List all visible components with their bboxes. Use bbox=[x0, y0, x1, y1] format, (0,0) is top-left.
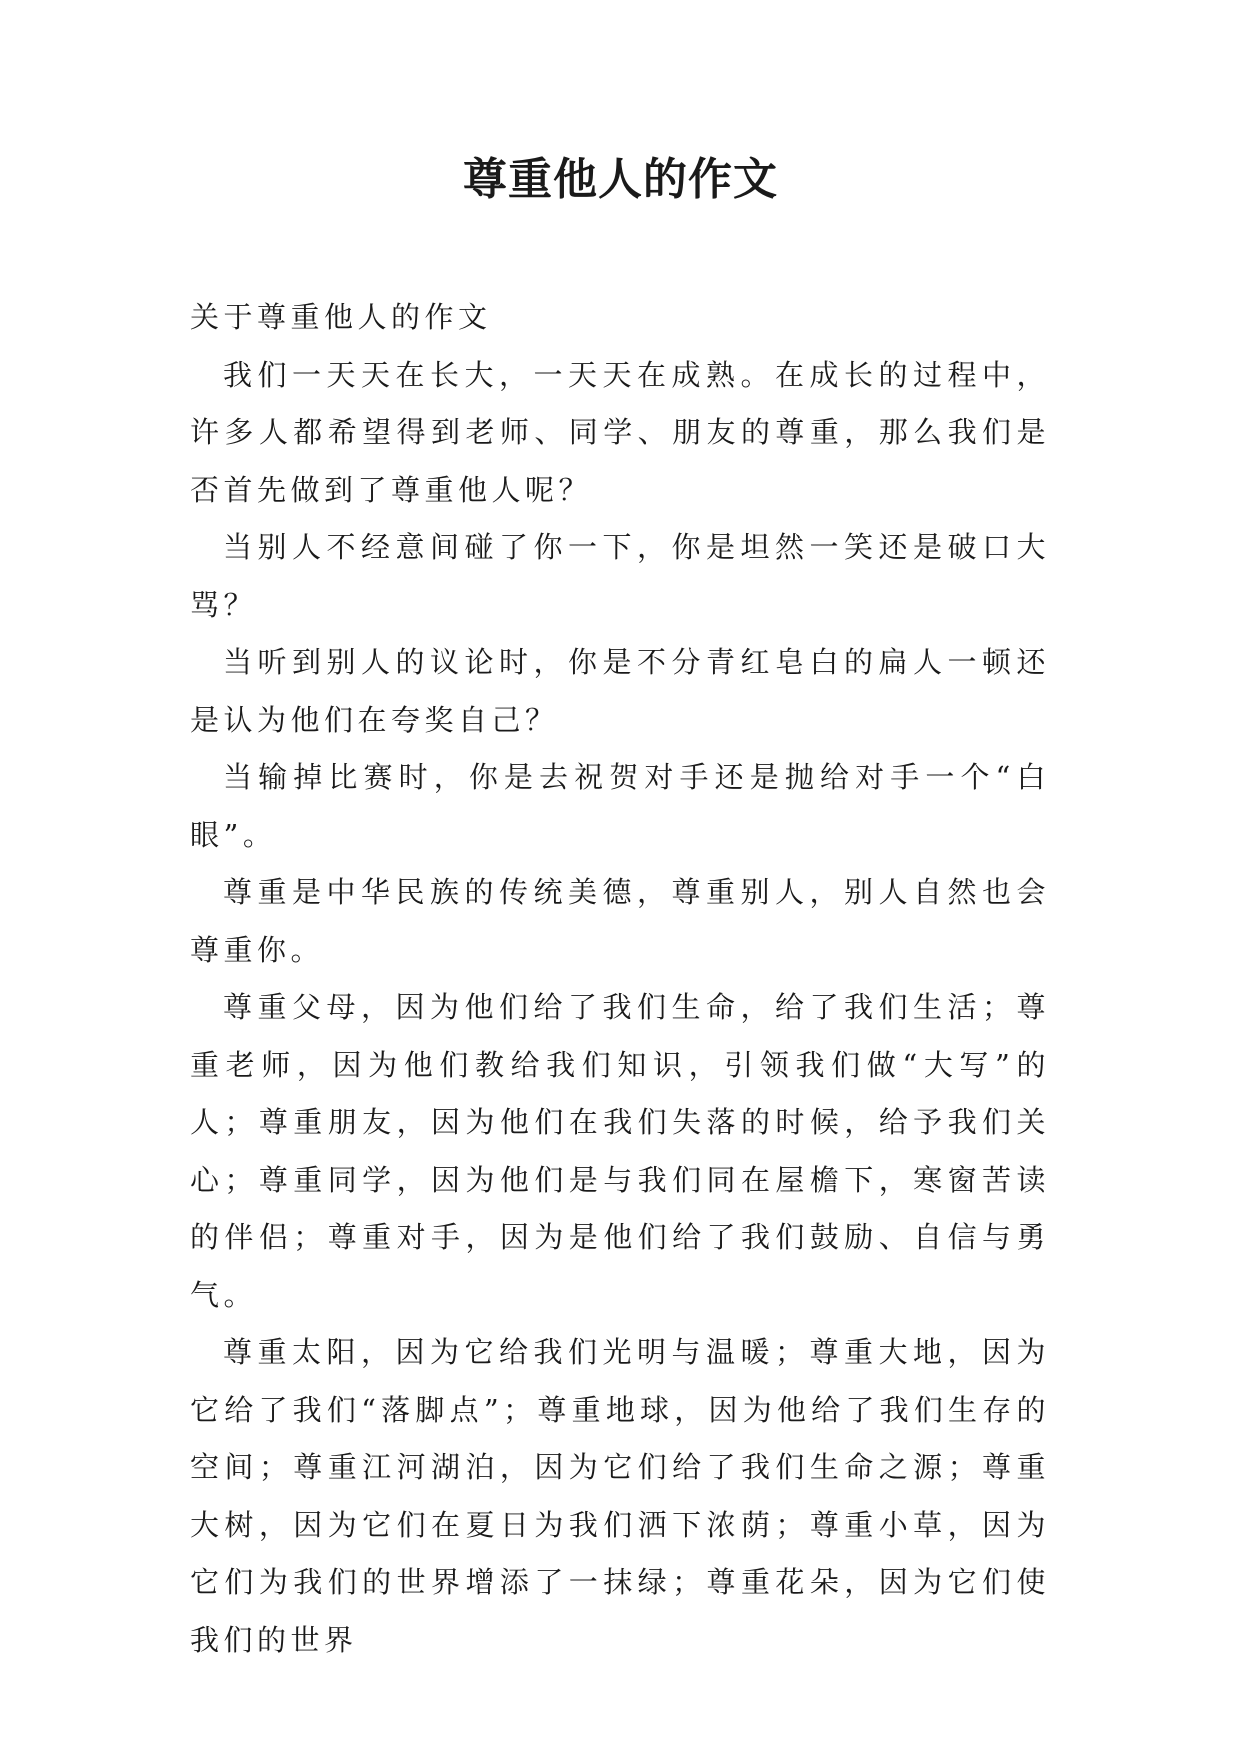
paragraph: 当听到别人的议论时，你是不分青红皂白的扁人一顿还是认为他们在夸奖自己？ bbox=[190, 645, 1050, 737]
document-title: 尊重他人的作文 bbox=[463, 154, 778, 205]
paragraph: 当别人不经意间碰了你一下，你是坦然一笑还是破口大骂？ bbox=[190, 530, 1050, 622]
paragraph: 当输掉比赛时，你是去祝贺对手还是抛给对手一个“白眼”。 bbox=[190, 760, 1050, 852]
paragraph: 尊重是中华民族的传统美德，尊重别人，别人自然也会尊重你。 bbox=[190, 875, 1050, 967]
lead-line: 关于尊重他人的作文 bbox=[190, 300, 492, 334]
paragraph: 我们一天天在长大，一天天在成熟。在成长的过程中，许多人都希望得到老师、同学、朋友的尊重，那么我们是否首先做到了尊重他人呢？ bbox=[190, 357, 1050, 507]
paragraph: 尊重父母，因为他们给了我们生命，给了我们生活；尊重老师，因为他们教给我们知识，引领我们做“大写”的人；尊重朋友，因为他们在我们失落的时候，给予我们关心；尊重同学，因为他们是与我们同在屋檐下，寒窗苦读的伴侣；尊重对手，因为是他们给了我们鼓励、自信与勇气。 bbox=[190, 990, 1050, 1312]
paragraph: 尊重太阳，因为它给我们光明与温暖；尊重大地，因为它给了我们“落脚点”；尊重地球，因为他给了我们生存的空间；尊重江河湖泊，因为它们给了我们生命之源；尊重大树，因为它们在夏日为我们洒下浓荫；尊重小草，因为它们为我们的世界增添了一抹绿；尊重花朵，因为它们使我们的世界 bbox=[190, 1335, 1050, 1657]
document-body bbox=[190, 289, 1050, 1669]
